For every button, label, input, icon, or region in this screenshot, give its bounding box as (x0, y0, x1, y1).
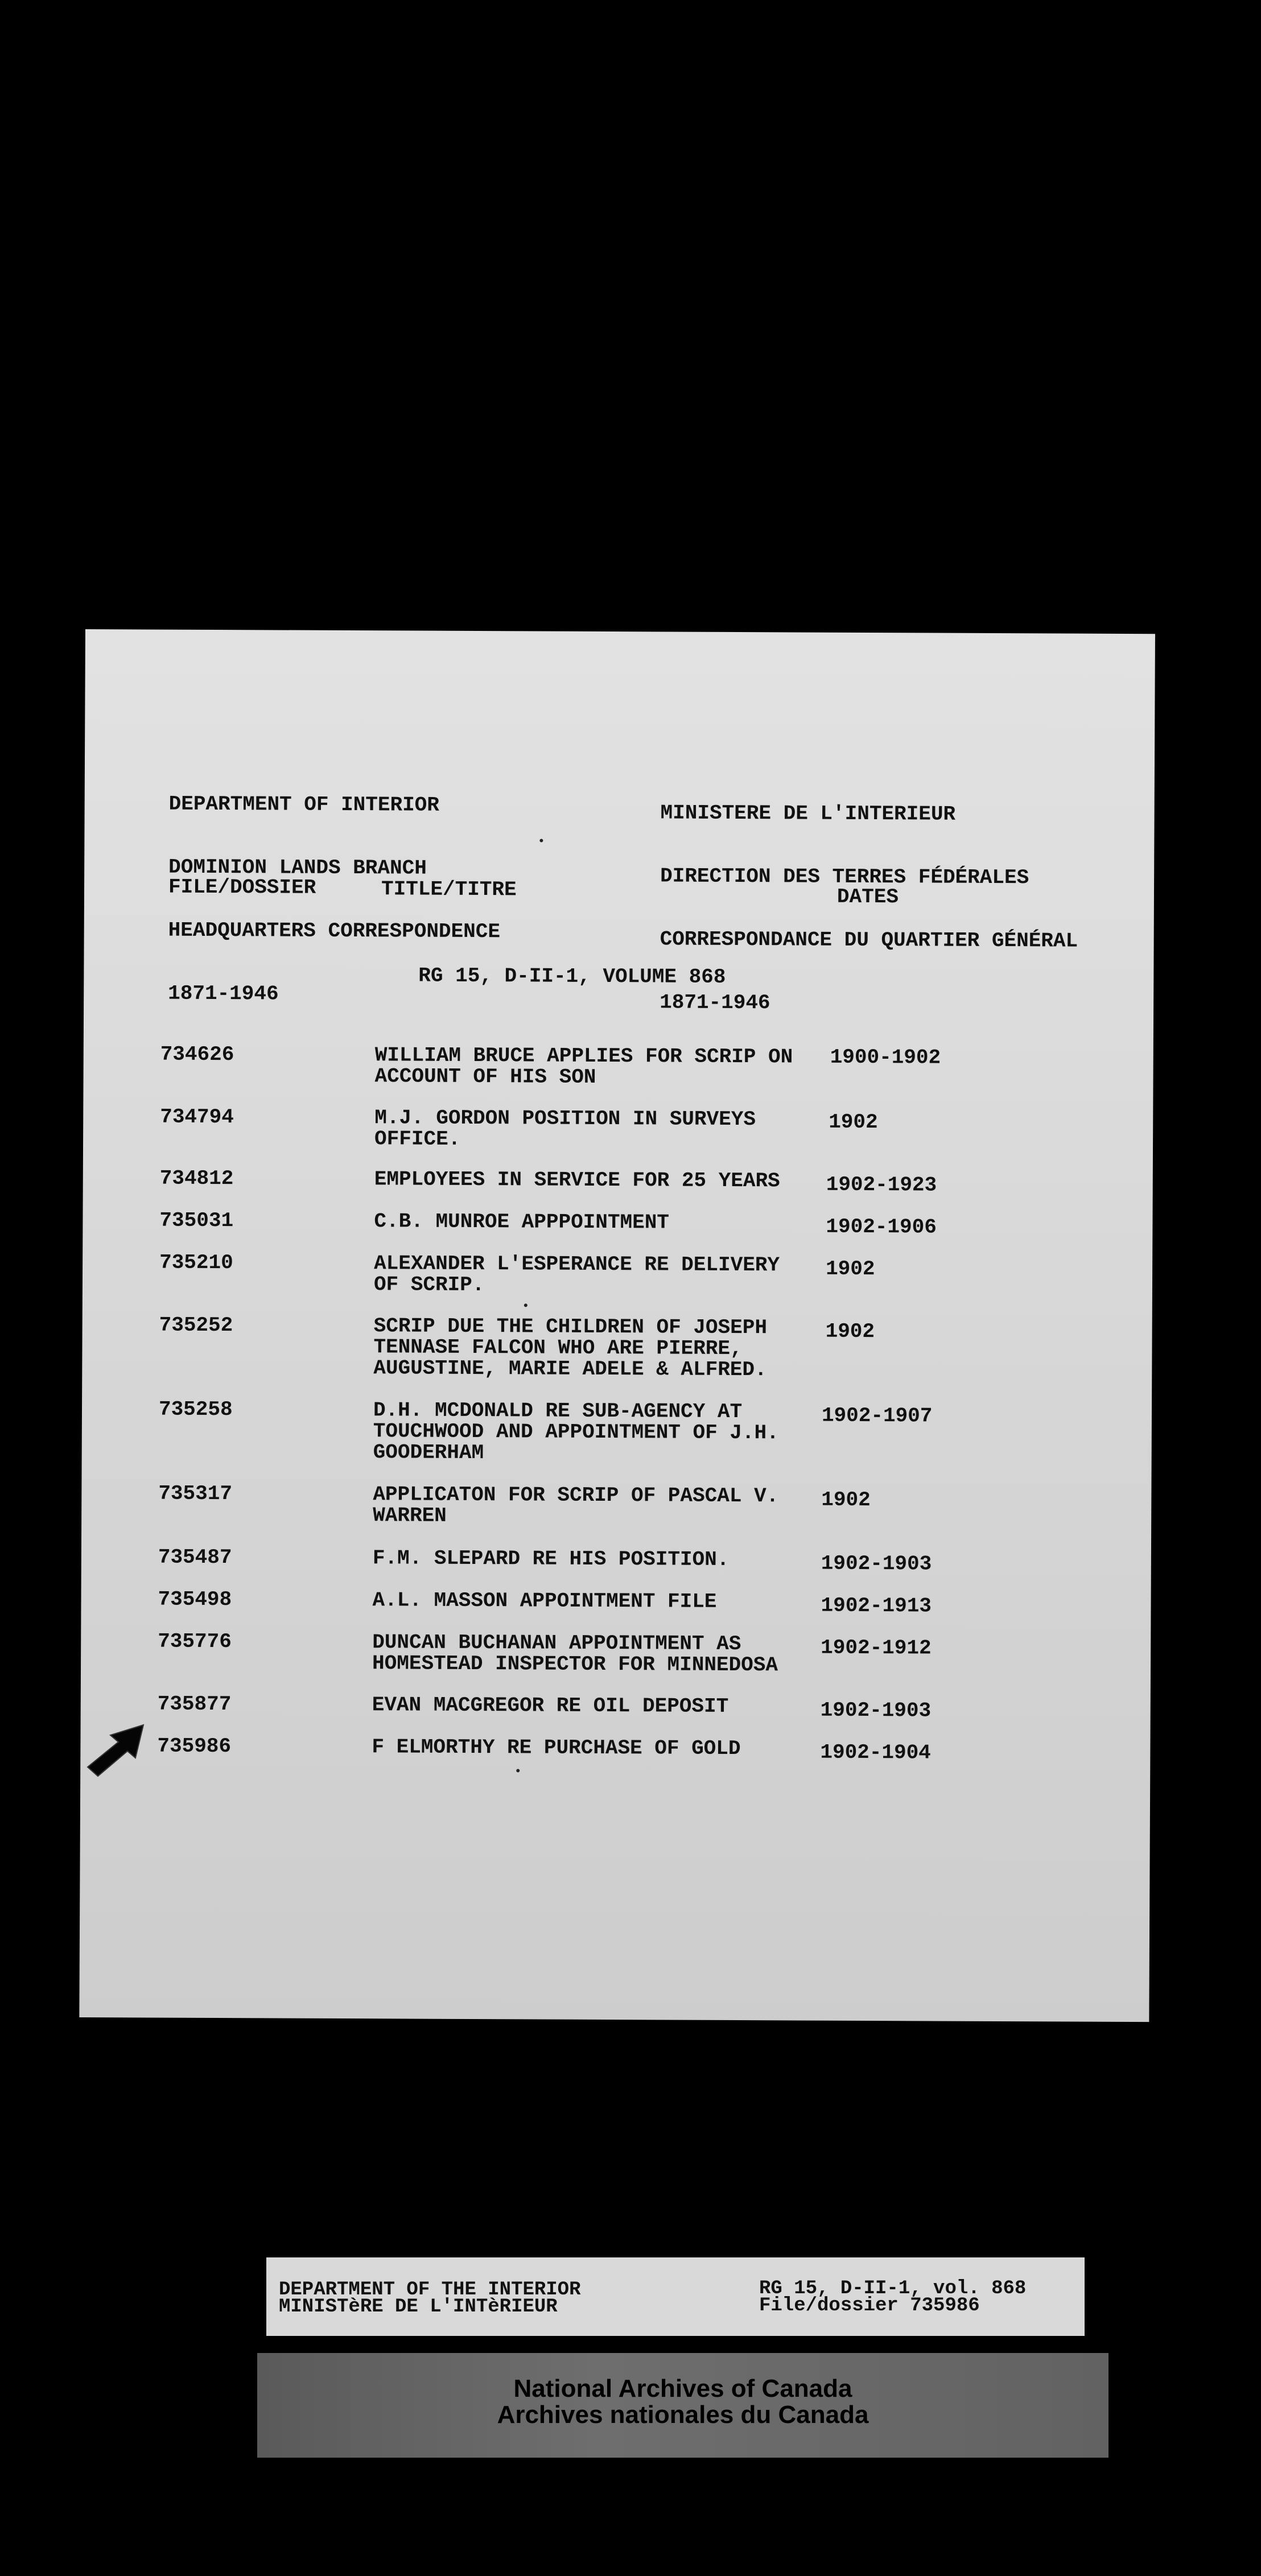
document-page (79, 629, 1155, 2022)
file-number: 735317 (158, 1481, 233, 1506)
table-row (81, 1692, 1151, 1723)
pointer-arrow-icon (85, 1720, 148, 1777)
file-dates: 1902-1903 (820, 1698, 932, 1723)
file-dates: 1902 (821, 1488, 871, 1512)
table-row (83, 1105, 1153, 1151)
stray-mark (524, 1303, 528, 1307)
column-header-dates: DATES (836, 885, 899, 909)
file-dates: 1902-1913 (821, 1594, 932, 1618)
file-title: ALEXANDER L'ESPERANCE RE DELIVERY OF SCRIP. (373, 1252, 780, 1297)
stray-mark (539, 839, 543, 842)
stray-mark (516, 1769, 520, 1772)
column-header-title: TITLE/TITRE (381, 877, 517, 902)
table-row (81, 1587, 1151, 1618)
archives-name-en: National Archives of Canada (513, 2375, 852, 2402)
file-number: 734626 (160, 1042, 234, 1067)
label-department-en: DEPARTMENT OF THE INTERIOR (279, 2279, 581, 2301)
file-title: DUNCAN BUCHANAN APPOINTMENT AS HOMESTEAD INSPECTOR FOR MINNEDOSA (372, 1630, 778, 1677)
table-row (83, 1313, 1152, 1382)
file-dates: 1900-1902 (830, 1045, 941, 1070)
header-right-line: MINISTERE DE L'INTERIEUR (660, 801, 956, 826)
table-row (81, 1734, 1151, 1765)
file-title: F ELMORTHY RE PURCHASE OF GOLD (372, 1735, 741, 1761)
header-left-line: DOMINION LANDS BRANCH (168, 855, 427, 880)
file-title: C.B. MUNROE APPPOINTMENT (374, 1209, 670, 1235)
file-number: 735498 (158, 1587, 232, 1612)
table-row (83, 1250, 1152, 1297)
file-dates: 1902-1906 (826, 1215, 937, 1239)
header-right-line: CORRESPONDANCE DU QUARTIER GÉNÉRAL (660, 927, 1078, 953)
table-row (81, 1629, 1151, 1677)
file-number: 734812 (159, 1166, 234, 1191)
column-header-file: FILE/DOSSIER (168, 875, 316, 899)
file-dates: 1902-1912 (821, 1636, 932, 1660)
table-row (82, 1397, 1152, 1465)
file-title: D.H. MCDONALD RE SUB-AGENCY AT TOUCHWOOD AND APPOINTMENT OF J.H. GOODERHAM (373, 1398, 779, 1465)
header-right-line: DIRECTION DES TERRES FÉDÉRALES (660, 864, 1029, 890)
table-row (83, 1166, 1153, 1197)
file-number: 735210 (159, 1250, 233, 1275)
file-number: 735252 (159, 1313, 233, 1337)
file-title: F.M. SLEPARD RE HIS POSITION. (372, 1546, 730, 1571)
file-dates: 1902-1907 (821, 1403, 933, 1428)
file-number: 735986 (157, 1734, 232, 1758)
header-left-line: DEPARTMENT OF INTERIOR (168, 792, 440, 817)
archives-banner (257, 2353, 1108, 2458)
file-title: EVAN MACGREGOR RE OIL DEPOSIT (372, 1693, 729, 1718)
volume-reference: RG 15, D-II-1, VOLUME 868 (418, 964, 726, 989)
archives-name-fr: Archives nationales du Canada (497, 2401, 869, 2429)
file-title: WILLIAM BRUCE APPLIES FOR SCRIP ON ACCOUNT OF HIS SON (374, 1043, 793, 1089)
file-dates: 1902-1904 (820, 1740, 931, 1765)
file-dates: 1902 (825, 1319, 875, 1344)
file-title: APPLICATON FOR SCRIP OF PASCAL V. WARREN (373, 1483, 779, 1528)
table-row (81, 1481, 1151, 1528)
archive-file-label (266, 2257, 1085, 2336)
file-number: 734794 (160, 1105, 234, 1129)
label-department-fr: MINISTèRE DE L'INTèRIEUR (279, 2296, 558, 2318)
file-dates: 1902 (829, 1110, 878, 1134)
file-dates: 1902 (826, 1257, 875, 1281)
file-number: 735258 (158, 1397, 233, 1422)
file-title: EMPLOYEES IN SERVICE FOR 25 YEARS (374, 1167, 780, 1193)
table-row (81, 1545, 1151, 1576)
header-left-line: HEADQUARTERS CORRESPONDENCE (168, 918, 501, 944)
file-number: 735487 (158, 1545, 232, 1570)
file-title: SCRIP DUE THE CHILDREN OF JOSEPH TENNASE FALCON WHO ARE PIERRE, AUGUSTINE, MARIE ADELE & ALFRED. (373, 1314, 768, 1382)
header-left-line: 1871-1946 (168, 981, 279, 1006)
label-file-number: File/dossier 735986 (759, 2295, 980, 2317)
header-right-line: 1871-1946 (660, 990, 770, 1015)
file-title: M.J. GORDON POSITION IN SURVEYS OFFICE. (374, 1106, 756, 1151)
table-row (83, 1208, 1153, 1239)
file-dates: 1902-1903 (821, 1551, 932, 1576)
file-number: 735031 (159, 1208, 234, 1233)
file-number: 735776 (158, 1629, 232, 1654)
file-dates: 1902-1923 (826, 1173, 937, 1197)
file-number: 735877 (157, 1692, 232, 1716)
file-title: A.L. MASSON APPOINTMENT FILE (372, 1588, 717, 1613)
label-reference: RG 15, D-II-1, vol. 868 (759, 2278, 1027, 2300)
